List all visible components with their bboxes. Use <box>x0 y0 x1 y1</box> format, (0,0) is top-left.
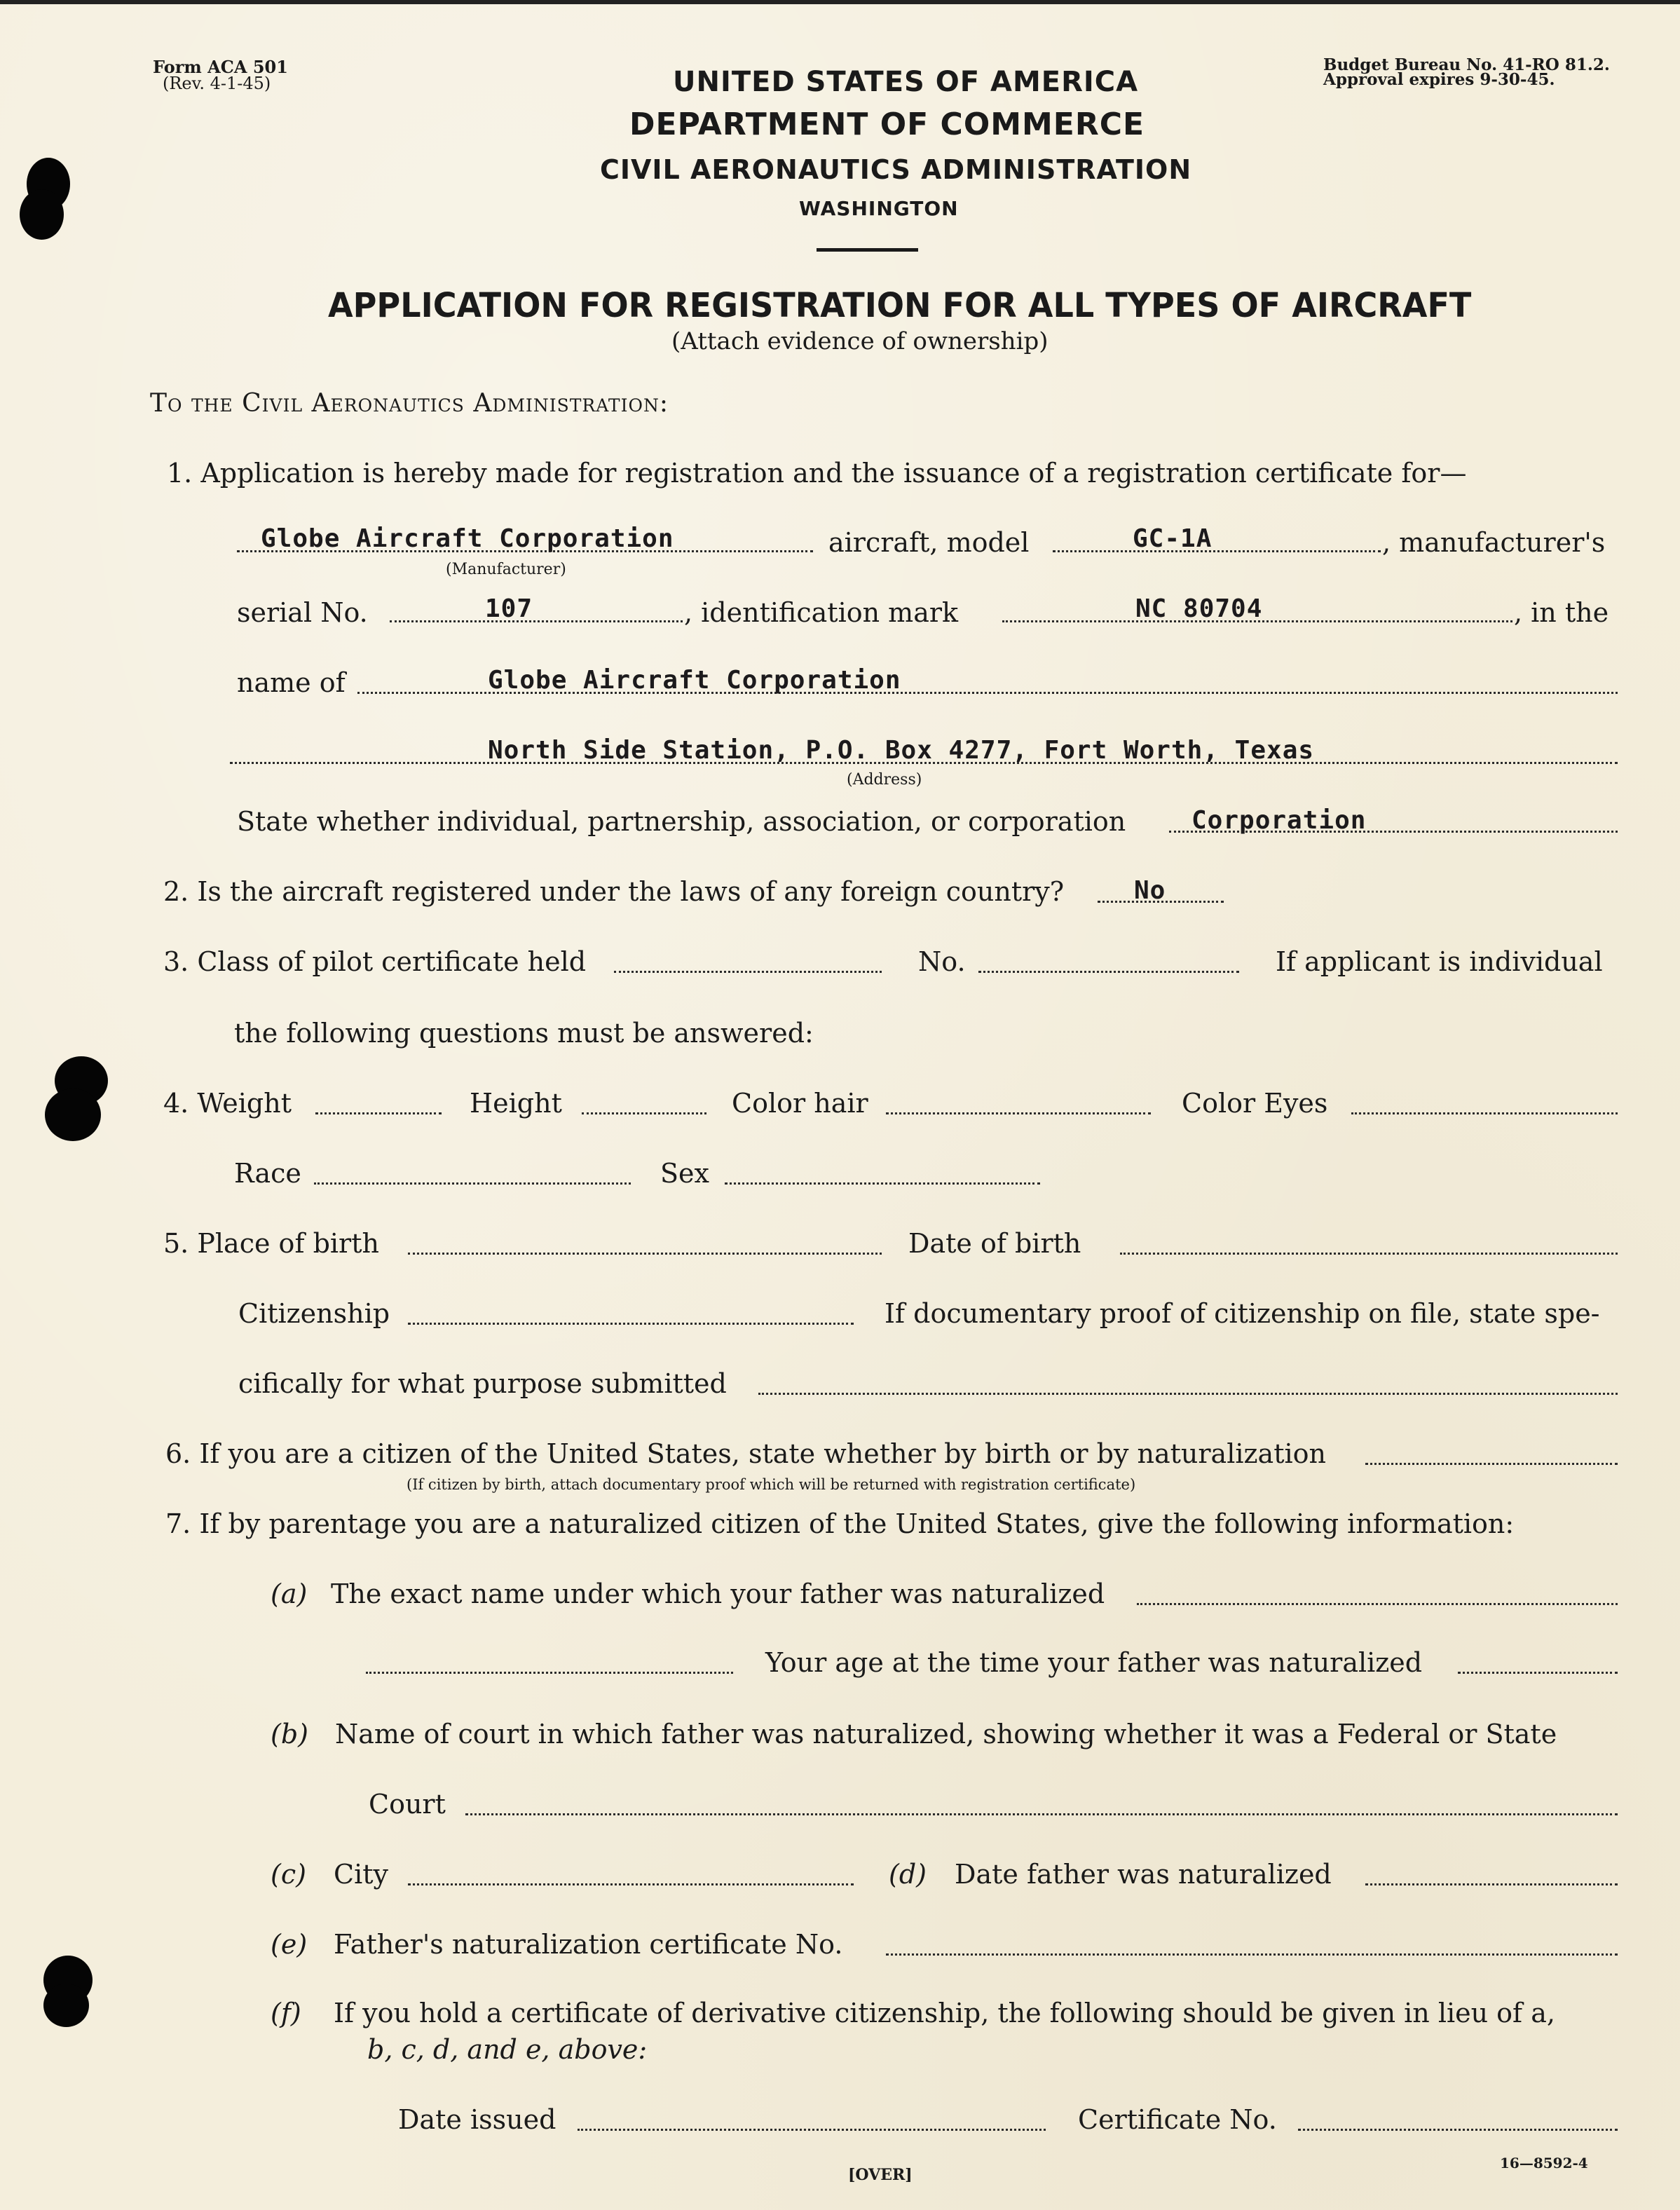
ident-field[interactable]: NC 80704 <box>1135 594 1263 623</box>
q7a-label: The exact name under which your father was naturalized <box>331 1578 1105 1609</box>
q7b-marker: (b) <box>271 1719 308 1749</box>
hair-label: Color hair <box>732 1088 868 1119</box>
q7b-label: Name of court in which father was naturalized, showing whether it was a Federal or State <box>335 1719 1557 1749</box>
place-of-birth-label: 5. Place of birth <box>163 1228 379 1259</box>
q1-intro: 1. Application is hereby made for registration and the issuance of a registration certificate for— <box>167 458 1467 489</box>
model-line <box>1053 550 1381 552</box>
purpose-label: cifically for what purpose submitted <box>238 1368 727 1399</box>
foreign-registration-field[interactable]: No <box>1134 876 1166 905</box>
approval-expires: Approval expires 9-30-45. <box>1323 70 1555 89</box>
date-issued-field[interactable] <box>578 2129 1046 2131</box>
race-label: Race <box>234 1158 301 1189</box>
q7e-marker: (e) <box>271 1929 308 1960</box>
date-issued-label: Date issued <box>398 2104 556 2135</box>
age-label: Your age at the time your father was naturalized <box>765 1647 1423 1678</box>
father-name-field-2[interactable] <box>366 1672 733 1674</box>
age-field[interactable] <box>1458 1672 1618 1674</box>
proof-label: If documentary proof of citizenship on file, state spe- <box>885 1298 1600 1329</box>
court-label: Court <box>369 1789 446 1820</box>
naturalized-date-field[interactable] <box>1365 1883 1618 1885</box>
pilot-no-field[interactable] <box>978 971 1239 973</box>
father-cert-field[interactable] <box>886 1953 1618 1956</box>
scan-edge <box>0 0 1680 4</box>
weight-field[interactable] <box>315 1112 442 1114</box>
q7f-marker: (f) <box>271 1998 301 2028</box>
q7c-marker: (c) <box>271 1859 306 1890</box>
header-department: DEPARTMENT OF COMMERCE <box>629 107 1145 142</box>
citizenship-label: Citizenship <box>238 1298 390 1329</box>
aircraft-model-label: aircraft, model <box>828 527 1030 558</box>
naturalized-date-label: Date father was naturalized <box>955 1859 1332 1890</box>
name-of-label: name of <box>237 667 346 698</box>
print-code: 16—8592-4 <box>1500 2155 1588 2171</box>
city-label: City <box>334 1859 388 1890</box>
budget-bureau-no: Budget Bureau No. 41-RO 81.2. <box>1323 55 1610 74</box>
q6-note: (If citizen by birth, attach documentary proof which will be returned with registration certificate) <box>407 1476 1136 1493</box>
pilot-no-label: No. <box>918 946 966 977</box>
weight-label: 4. Weight <box>163 1088 292 1119</box>
father-cert-label: Father's naturalization certificate No. <box>334 1929 843 1960</box>
city-field[interactable] <box>408 1883 854 1885</box>
q7a-marker: (a) <box>271 1578 308 1609</box>
page-subtitle: (Attach evidence of ownership) <box>671 327 1049 355</box>
sex-field[interactable] <box>725 1182 1040 1185</box>
form-number: Form ACA 501 <box>153 57 288 77</box>
serial-field[interactable]: 107 <box>485 594 533 623</box>
serial-line <box>390 620 683 622</box>
q6-label: 6. If you are a citizen of the United States, state whether by birth or by naturalization <box>165 1438 1326 1469</box>
purpose-field[interactable] <box>758 1393 1618 1395</box>
ident-label: , identification mark <box>684 597 959 628</box>
entity-type-field[interactable]: Corporation <box>1191 806 1367 835</box>
form-revision: (Rev. 4-1-45) <box>163 74 271 93</box>
manufacturer-field[interactable]: Globe Aircraft Corporation <box>261 524 674 553</box>
birth-or-naturalization-field[interactable] <box>1365 1463 1618 1465</box>
place-of-birth-field[interactable] <box>408 1253 882 1255</box>
sex-label: Sex <box>660 1158 709 1189</box>
model-field[interactable]: GC-1A <box>1133 524 1213 553</box>
q3-continuation: the following questions must be answered: <box>234 1018 814 1049</box>
q7f-label: If you hold a certificate of derivative citizenship, the following should be given in lieu of a, <box>334 1998 1555 2028</box>
q3-label: 3. Class of pilot certificate held <box>163 946 587 977</box>
in-the-label: , in the <box>1514 597 1609 628</box>
over-marker: [OVER] <box>848 2166 913 2184</box>
owner-name-field[interactable]: Globe Aircraft Corporation <box>488 666 901 695</box>
q7-label: 7. If by parentage you are a naturalized citizen of the United States, give the following information: <box>165 1508 1515 1539</box>
height-field[interactable] <box>582 1112 706 1114</box>
q7d-marker: (d) <box>889 1859 927 1890</box>
header-country: UNITED STATES OF AMERICA <box>673 66 1139 98</box>
pilot-class-field[interactable] <box>614 971 882 973</box>
race-field[interactable] <box>314 1182 631 1185</box>
manufacturers-label: , manufacturer's <box>1382 527 1606 558</box>
header-agency: CIVIL AERONAUTICS ADMINISTRATION <box>600 154 1192 185</box>
manufacturer-caption: (Manufacturer) <box>446 561 566 578</box>
date-of-birth-field[interactable] <box>1120 1253 1618 1255</box>
header-divider <box>817 248 918 252</box>
cert-no-field[interactable] <box>1298 2129 1618 2131</box>
serial-label: serial No. <box>237 597 368 628</box>
citizenship-field[interactable] <box>408 1323 854 1325</box>
hair-field[interactable] <box>886 1112 1151 1114</box>
page-title: APPLICATION FOR REGISTRATION FOR ALL TYPES OF AIRCRAFT <box>328 286 1472 325</box>
eyes-label: Color Eyes <box>1182 1088 1328 1119</box>
address-caption: (Address) <box>847 771 922 789</box>
individual-label: If applicant is individual <box>1276 946 1603 977</box>
date-of-birth-label: Date of birth <box>908 1228 1081 1259</box>
entity-type-label: State whether individual, partnership, association, or corporation <box>237 806 1126 837</box>
court-field[interactable] <box>465 1813 1618 1815</box>
salutation: To the Civil Aeronautics Administration: <box>150 389 669 418</box>
height-label: Height <box>470 1088 562 1119</box>
cert-no-label: Certificate No. <box>1078 2104 1277 2135</box>
eyes-field[interactable] <box>1351 1112 1618 1114</box>
header-city: WASHINGTON <box>799 197 959 220</box>
q7f-label-continued: b, c, d, and e, above: <box>367 2034 648 2065</box>
q2-label: 2. Is the aircraft registered under the laws of any foreign country? <box>163 876 1065 907</box>
address-field[interactable]: North Side Station, P.O. Box 4277, Fort Worth, Texas <box>488 736 1315 765</box>
father-name-field[interactable] <box>1137 1603 1618 1605</box>
